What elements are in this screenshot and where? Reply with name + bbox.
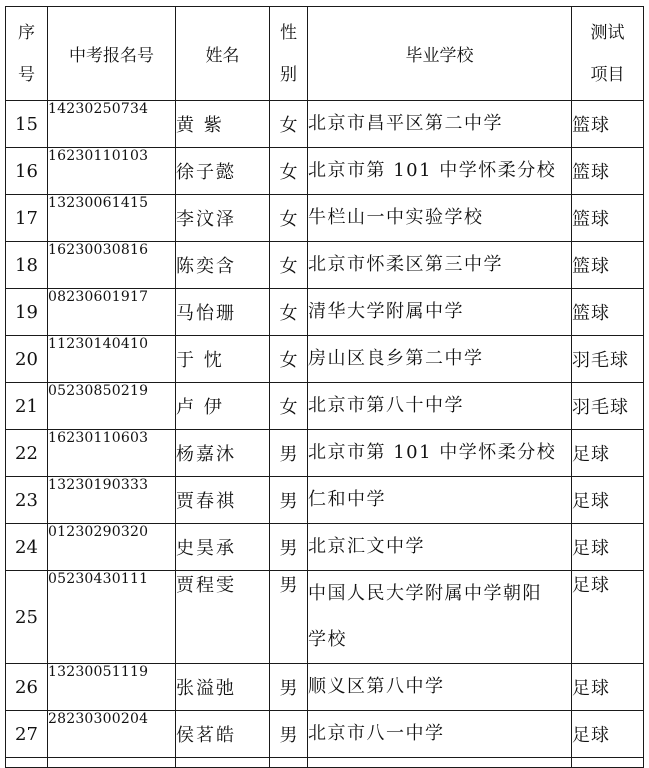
header-seq	[6, 7, 48, 101]
cell-reg-id: 01230290320	[48, 524, 176, 571]
cell-school: 北京市第 101 中学怀柔分校	[308, 148, 572, 195]
cell-sport: 篮球	[572, 195, 644, 242]
cell-school: 北京汇文中学	[308, 524, 572, 571]
table-header-row	[6, 7, 644, 101]
cell-reg-id: 13230061415	[48, 195, 176, 242]
table-row	[6, 289, 644, 336]
table-row	[6, 430, 644, 477]
cell-school: 顺义区第八中学	[308, 664, 572, 711]
cell-empty	[572, 758, 644, 768]
cell-sport: 足球	[572, 664, 644, 711]
cell-school: 北京市第 101 中学怀柔分校	[308, 430, 572, 477]
header-sex-line1: 性	[280, 22, 297, 43]
cell-school: 北京市八一中学	[308, 711, 572, 758]
cell-name: 徐子懿	[176, 148, 270, 195]
cell-name: 贾程雯	[176, 571, 270, 664]
cell-school: 牛栏山一中实验学校	[308, 195, 572, 242]
header-reg-id: 中考报名号	[48, 7, 176, 101]
cell-name: 李汶泽	[176, 195, 270, 242]
cell-school: 北京市怀柔区第三中学	[308, 242, 572, 289]
cell-sex: 女	[270, 383, 308, 430]
cell-reg-id: 16230030816	[48, 242, 176, 289]
cell-school: 北京市第八十中学	[308, 383, 572, 430]
cell-name: 贾春祺	[176, 477, 270, 524]
table-row	[6, 571, 644, 664]
cell-sport: 足球	[572, 477, 644, 524]
cell-sex: 男	[270, 477, 308, 524]
cell-seq: 25	[6, 571, 48, 664]
cell-reg-id: 05230850219	[48, 383, 176, 430]
cell-school	[308, 571, 572, 664]
cell-seq: 24	[6, 524, 48, 571]
cell-sport: 足球	[572, 711, 644, 758]
cell-seq: 26	[6, 664, 48, 711]
table-row	[6, 195, 644, 242]
cell-name: 于 忱	[176, 336, 270, 383]
cell-sport: 篮球	[572, 289, 644, 336]
table-row	[6, 664, 644, 711]
table-row-cut-off	[6, 758, 644, 768]
cell-school-line2: 学校	[308, 629, 347, 650]
header-sport-line1: 测试	[590, 22, 625, 43]
cell-school: 北京市昌平区第二中学	[308, 101, 572, 148]
table-row	[6, 711, 644, 758]
cell-sex: 女	[270, 289, 308, 336]
cell-reg-id: 28230300204	[48, 711, 176, 758]
table-row	[6, 336, 644, 383]
cell-school: 仁和中学	[308, 477, 572, 524]
table-row	[6, 524, 644, 571]
cell-reg-id: 08230601917	[48, 289, 176, 336]
cell-name: 杨嘉沐	[176, 430, 270, 477]
cell-sex: 男	[270, 711, 308, 758]
cell-sex: 男	[270, 664, 308, 711]
cell-empty	[270, 758, 308, 768]
table-row	[6, 242, 644, 289]
cell-empty	[6, 758, 48, 768]
cell-seq: 23	[6, 477, 48, 524]
cell-school-line1: 中国人民大学附属中学朝阳	[308, 583, 542, 604]
cell-seq: 19	[6, 289, 48, 336]
cell-sex: 女	[270, 148, 308, 195]
cell-seq: 15	[6, 101, 48, 148]
cell-sport: 足球	[572, 524, 644, 571]
header-sport	[572, 7, 644, 101]
cell-reg-id: 13230190333	[48, 477, 176, 524]
cell-sport: 足球	[572, 571, 644, 664]
header-name: 姓名	[176, 7, 270, 101]
table-row	[6, 148, 644, 195]
cell-reg-id: 16230110103	[48, 148, 176, 195]
cell-reg-id: 05230430111	[48, 571, 176, 664]
cell-seq: 17	[6, 195, 48, 242]
cell-school: 房山区良乡第二中学	[308, 336, 572, 383]
cell-sex: 女	[270, 195, 308, 242]
cell-sport: 篮球	[572, 101, 644, 148]
cell-name: 卢 伊	[176, 383, 270, 430]
cell-sex: 男	[270, 430, 308, 477]
cell-seq: 18	[6, 242, 48, 289]
cell-name: 马怡珊	[176, 289, 270, 336]
header-sex	[270, 7, 308, 101]
cell-seq: 22	[6, 430, 48, 477]
cell-reg-id: 13230051119	[48, 664, 176, 711]
cell-name: 侯茗皓	[176, 711, 270, 758]
cell-sport: 篮球	[572, 242, 644, 289]
cell-reg-id: 11230140410	[48, 336, 176, 383]
header-seq-line2: 号	[18, 64, 35, 85]
cell-sex: 男	[270, 524, 308, 571]
cell-seq: 21	[6, 383, 48, 430]
cell-empty	[48, 758, 176, 768]
cell-sport: 羽毛球	[572, 336, 644, 383]
cell-empty	[176, 758, 270, 768]
table-row	[6, 383, 644, 430]
cell-seq: 20	[6, 336, 48, 383]
cell-seq: 27	[6, 711, 48, 758]
cell-name: 黄 紫	[176, 101, 270, 148]
table-row	[6, 101, 644, 148]
cell-seq: 16	[6, 148, 48, 195]
cell-sex: 男	[270, 571, 308, 664]
table-row	[6, 477, 644, 524]
cell-empty	[308, 758, 572, 768]
header-sport-line2: 项目	[590, 64, 625, 85]
student-roster-table	[5, 6, 644, 768]
cell-reg-id: 14230250734	[48, 101, 176, 148]
header-seq-line1: 序	[18, 22, 35, 43]
cell-name: 陈奕含	[176, 242, 270, 289]
cell-sex: 女	[270, 336, 308, 383]
header-sex-line2: 别	[280, 64, 297, 85]
cell-sex: 女	[270, 101, 308, 148]
header-school: 毕业学校	[308, 7, 572, 101]
cell-school: 清华大学附属中学	[308, 289, 572, 336]
cell-sport: 篮球	[572, 148, 644, 195]
cell-sport: 足球	[572, 430, 644, 477]
cell-name: 张溢弛	[176, 664, 270, 711]
cell-reg-id: 16230110603	[48, 430, 176, 477]
cell-sport: 羽毛球	[572, 383, 644, 430]
cell-name: 史昊承	[176, 524, 270, 571]
cell-sex: 女	[270, 242, 308, 289]
